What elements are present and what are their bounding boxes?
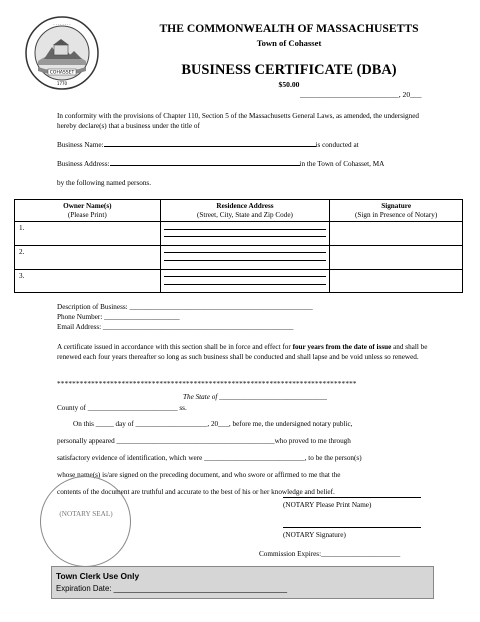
notary-signature-line[interactable] (283, 527, 421, 528)
notary-seal-label: (NOTARY SEAL) (59, 510, 113, 518)
date-field[interactable]: __________________________, 20___ (300, 90, 422, 99)
business-address-label: Business Address: (57, 160, 110, 168)
page-title: THE COMMONWEALTH OF MASSACHUSETTS (159, 22, 419, 35)
signature-cell[interactable] (330, 222, 463, 246)
notary-print-name-line[interactable] (283, 497, 421, 498)
notary-county-field[interactable]: County of _________________________ ss. (57, 404, 187, 412)
certificate-title: BUSINESS CERTIFICATE (DBA) (181, 62, 397, 78)
table-header-row (15, 200, 463, 222)
town-name: Town of Cohasset (256, 38, 322, 48)
business-name-label: Business Name: (57, 141, 104, 149)
notary-signature-label: (NOTARY Signature) (283, 531, 346, 539)
email-address-field[interactable]: Email Address: _____________________________________________________ (57, 323, 294, 331)
business-name-row (57, 139, 359, 149)
fee-amount: $50.00 (278, 80, 300, 89)
owner-name-cell[interactable]: 2. (15, 245, 161, 269)
intro-paragraph: In conformity with the provisions of Chapter 110, Section 5 of the Massachusetts General Laws, as amended, the undersigned hereby declare(s) that a business under the title of (57, 112, 420, 130)
table-row (15, 222, 463, 246)
owners-table (14, 199, 463, 293)
signature-header: Signature (Sign in Presence of Notary) (330, 200, 463, 222)
expiration-date-field[interactable]: Expiration Date: ________________________________________ (56, 584, 288, 593)
notary-seal-area (40, 476, 131, 567)
notary-line-3: satisfactory evidence of identification, which were ____________________________, to be the person(s) (57, 454, 362, 462)
town-seal-logo (24, 15, 100, 91)
business-name-field[interactable] (104, 139, 316, 147)
business-address-suffix: in the Town of Cohasset, MA (299, 160, 385, 168)
divider-stars: ******************************************************************************* (57, 380, 357, 388)
persons-line: by the following named persons. (57, 179, 152, 187)
business-address-field[interactable] (110, 158, 300, 166)
notary-line-5: contents of the document are truthful and accurate to the best of his or her knowledge and belief. (57, 488, 335, 496)
notary-line-2: personally appeared ____________________________________________who proved to me through (57, 437, 351, 445)
notary-state-field[interactable]: The State of ______________________________ (183, 393, 327, 401)
signature-cell[interactable] (330, 269, 463, 293)
notary-line-1: On this _____ day of ____________________, 20___, before me, the undersigned notary public, (73, 420, 353, 428)
table-row (15, 269, 463, 293)
notary-print-name-label: (NOTARY Please Print Name) (283, 501, 372, 509)
owner-name-cell[interactable]: 1. (15, 222, 161, 246)
phone-number-field[interactable]: Phone Number: _____________________ (57, 313, 180, 321)
town-clerk-title: Town Clerk Use Only (56, 571, 140, 581)
residence-address-cell[interactable] (160, 245, 330, 269)
residence-address-header: Residence Address (Street, City, State and Zip Code) (160, 200, 330, 222)
business-description-field[interactable]: Description of Business: ___________________________________________________ (57, 303, 313, 311)
owner-name-cell[interactable]: 3. (15, 269, 161, 293)
svg-text:COHASSET: COHASSET (49, 70, 75, 76)
business-address-row (57, 158, 384, 168)
owner-name-header: Owner Name(s) (Please Print) (15, 200, 161, 222)
signature-cell[interactable] (330, 245, 463, 269)
notary-line-4: whose name(s) is/are signed on the preceding document, and who swore or affirmed to me that the (57, 471, 341, 479)
renewal-notice: A certificate issued in accordance with this section shall be in force and effect for four years from the date of issue and shall be renewed each four years thereafter so long as such business shall be conducted and shall lapse and be void unless so renewed. (57, 343, 428, 361)
residence-address-cell[interactable] (160, 269, 330, 293)
commission-expires-field[interactable]: Commission Expires:______________________ (259, 550, 401, 558)
svg-text:1770: 1770 (56, 81, 68, 86)
business-name-suffix: is conducted at (315, 141, 359, 149)
svg-text:· · · · · · · ·: · · · · · · · · (53, 23, 71, 27)
residence-address-cell[interactable] (160, 222, 330, 246)
table-row (15, 245, 463, 269)
